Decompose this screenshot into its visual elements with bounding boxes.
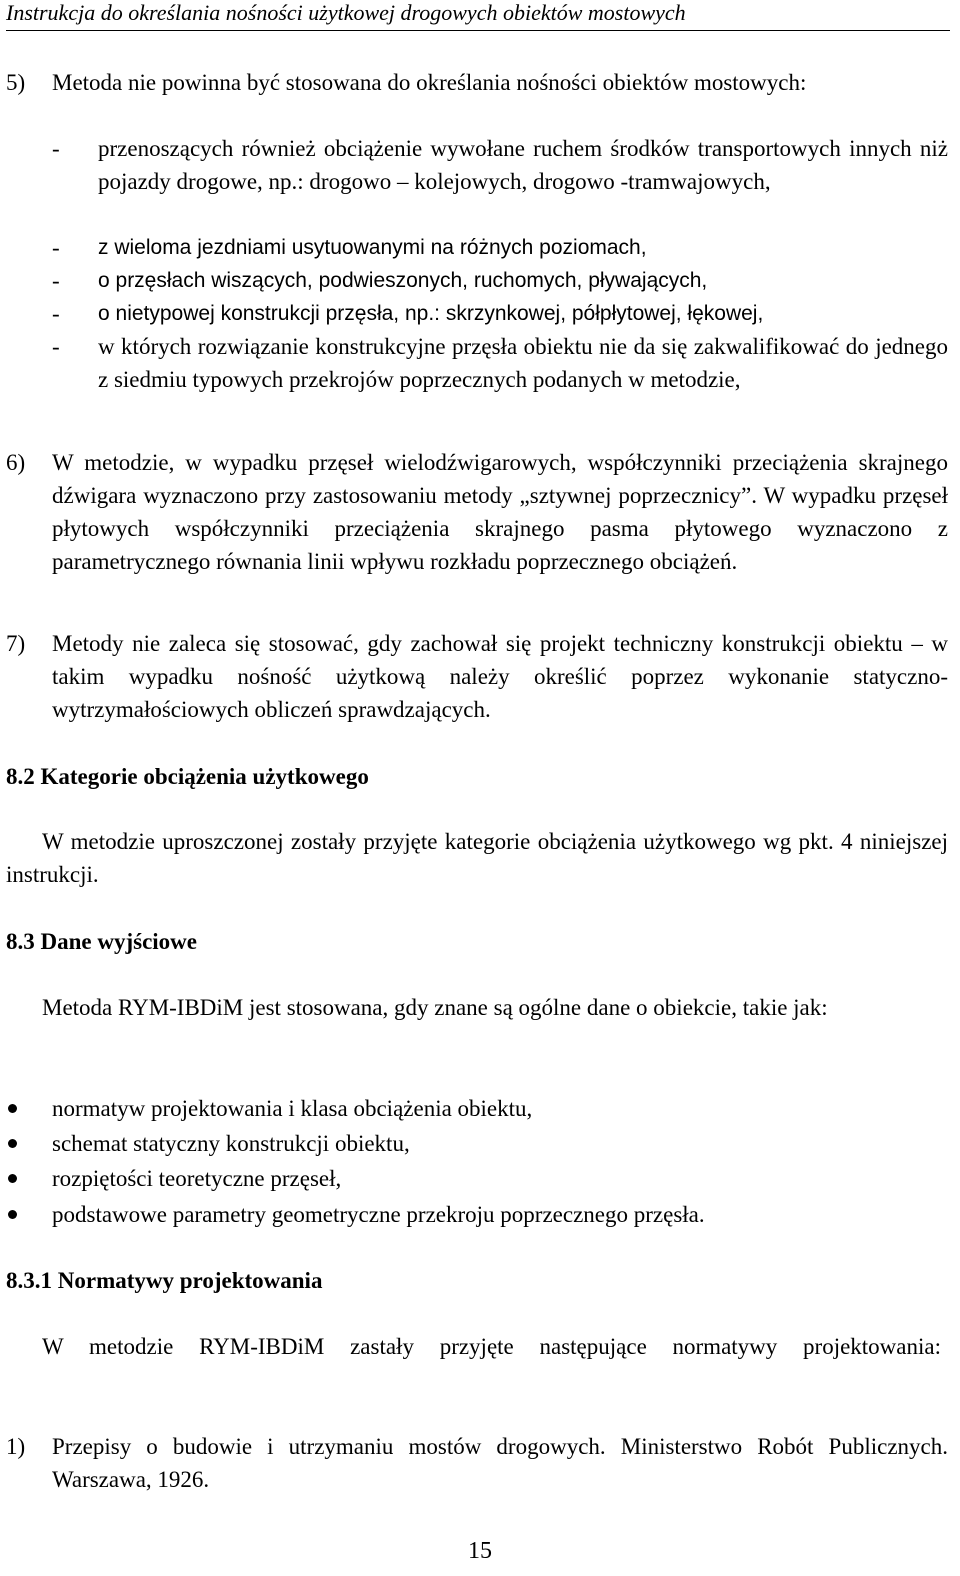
bullet-item-1: normatyw projektowania i klasa obciążenia obiektu, [52, 1096, 533, 1121]
dash-2: - [52, 235, 60, 260]
bullet-icon [8, 1139, 17, 1148]
item-5-intro: Metoda nie powinna być stosowana do określania nośności obiektów mostowych: [52, 70, 807, 95]
item-7-number: 7) [6, 631, 26, 656]
item-5-sub-1: przenoszących również obciążenie wywołane ruchem środków transportowych innych niż pojazdy drogowe, np.: drogowo – kolejowych, drogowo -tramwajowych, [98, 136, 948, 194]
bullet-icon [8, 1210, 17, 1219]
dash-3: - [52, 268, 60, 293]
item-5-sub-5: w których rozwiązanie konstrukcyjne przęsła obiektu nie da się zakwalifikować do jednego z siedmiu typowych przekrojów poprzecznych podanych w metodzie, [98, 334, 948, 392]
item-5-number: 5) [6, 70, 26, 95]
item-7-text: Metody nie zaleca się stosować, gdy zachował się projekt techniczny konstrukcji obiektu – w takim wypadku nośność użytkową należy określić poprzez wykonanie statyczno-wytrzymałościowych obliczeń sprawdzających. [52, 631, 948, 722]
dash-4: - [52, 301, 60, 326]
page-number: 15 [468, 1538, 492, 1564]
reference-1-text: Przepisy o budowie i utrzymaniu mostów drogowych. Ministerstwo Robót Publicznych. Warszawa, 1926. [52, 1434, 948, 1492]
section-8-3-text: Metoda RYM-IBDiM jest stosowana, gdy znane są ogólne dane o obiekcie, takie jak: [42, 995, 828, 1020]
bullet-item-4: podstawowe parametry geometryczne przekroju poprzecznego przęsła. [52, 1202, 705, 1227]
running-header: Instrukcja do określania nośności użytkowej drogowych obiektów mostowych [6, 0, 950, 31]
item-6-text: W metodzie, w wypadku przęseł wielodźwigarowych, współczynniki przeciążenia skrajnego dźwigara wyznaczono przy zastosowaniu metody „sztywnej poprzecznicy”. W wypadku przęseł płytowych współczynniki przeciążenia skrajnego pasma płytowego wyznaczono z parametrycznego równania linii wpływu rozkładu poprzecznego obciążeń. [52, 450, 948, 574]
item-5-sub-3: o przęsłach wiszących, podwieszonych, ruchomych, pływających, [98, 269, 708, 292]
item-5-sub-2: z wieloma jezdniami usytuowanymi na różnych poziomach, [98, 236, 647, 259]
section-8-3-heading: 8.3 Dane wyjściowe [6, 929, 197, 954]
dash-1: - [52, 136, 60, 161]
bullet-item-3: rozpiętości teoretyczne przęseł, [52, 1166, 342, 1191]
dash-5: - [52, 334, 60, 359]
bullet-item-2: schemat statyczny konstrukcji obiektu, [52, 1131, 410, 1156]
section-8-3-1-heading: 8.3.1 Normatywy projektowania [6, 1268, 323, 1293]
item-6-number: 6) [6, 450, 26, 475]
bullet-icon [8, 1174, 17, 1183]
section-8-3-1-text: W metodzie RYM-IBDiM zastały przyjęte następujące normatywy projektowania: [42, 1334, 941, 1359]
section-8-2-text: W metodzie uproszczonej zostały przyjęte kategorie obciążenia użytkowego wg pkt. 4 niniejszej instrukcji. [6, 829, 948, 887]
reference-1-number: 1) [6, 1434, 26, 1459]
item-5-sub-4: o nietypowej konstrukcji przęsła, np.: skrzynkowej, półpłytowej, łękowej, [98, 302, 764, 325]
bullet-icon [8, 1104, 17, 1113]
section-8-2-heading: 8.2 Kategorie obciążenia użytkowego [6, 764, 369, 789]
